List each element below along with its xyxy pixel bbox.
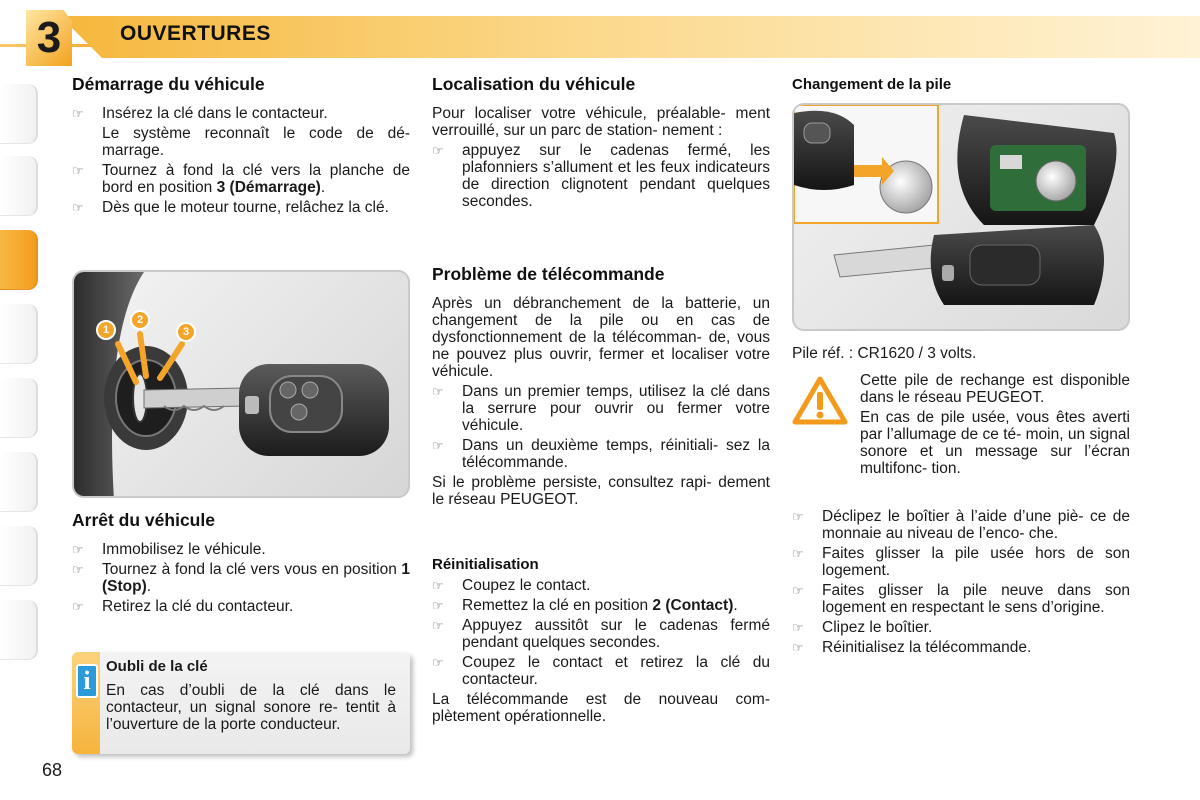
step-text: Remettez la clé en position — [462, 597, 653, 614]
battery-illustration — [794, 105, 1130, 331]
side-tab-active — [0, 230, 38, 290]
reset-outro: La télécommande est de nouveau com- plètement opérationnelle. — [432, 691, 770, 725]
stop-section — [72, 512, 410, 618]
hand-pointer-icon: ☞ — [432, 384, 444, 399]
list-item — [72, 541, 410, 558]
hand-pointer-icon: ☞ — [72, 542, 84, 557]
list-item — [432, 437, 770, 471]
heading-problem: Problème de télécommande — [432, 264, 665, 284]
key-reminder-note — [72, 652, 410, 754]
list-item — [792, 508, 1130, 542]
list-item — [792, 545, 1130, 579]
position-label: 3 (Démarrage) — [216, 179, 321, 196]
battery-change-photo — [792, 103, 1130, 331]
side-tab-8 — [0, 600, 38, 660]
hand-pointer-icon: ☞ — [72, 562, 84, 577]
locate-intro: Pour localiser votre véhicule, préalable- ment verrouillé, sur un parc de station- nement : — [432, 105, 770, 139]
step-text: Tournez à fond la clé vers vous en position — [102, 561, 402, 578]
note-title: Oubli de la clé — [106, 658, 208, 675]
step-text: Insérez la clé dans le contacteur. — [102, 105, 328, 122]
position-label: 2 (Contact) — [652, 597, 734, 614]
step-text: Retirez la clé du contacteur. — [102, 598, 294, 615]
ignition-key-photo — [72, 270, 410, 498]
list-item — [432, 142, 770, 210]
warning-paragraph-1: Cette pile de rechange est disponible dans le réseau PEUGEOT. — [860, 372, 1130, 406]
hand-pointer-icon: ☞ — [792, 620, 804, 635]
list-item — [792, 619, 1130, 636]
step-text: Immobilisez le véhicule. — [102, 541, 266, 558]
problem-steps — [432, 383, 770, 471]
heading-locate: Localisation du véhicule — [432, 74, 636, 94]
list-item — [432, 383, 770, 434]
punctuation: . — [146, 578, 152, 595]
step-text: Faites glisser la pile usée hors de son logement. — [822, 545, 1130, 579]
callout-3: 3 — [182, 326, 190, 338]
locate-steps — [432, 142, 770, 210]
step-text: Appuyez aussitôt sur le cadenas fermé pendant quelques secondes. — [462, 617, 770, 651]
step-text: Réinitialisez la télécommande. — [822, 639, 1032, 656]
problem-intro: Après un débranchement de la batterie, un changement de la pile ou en cas de dysfonctionnement de la télécomman- de, vous ne pouvez plus ouvrir, fermer et localiser votre véhicule. — [432, 295, 770, 380]
warning-paragraph-2: En cas de pile usée, vous êtes averti par l’allumage de ce té- moin, un signal sonore et un message sur l’écran multifonc- tion. — [860, 409, 1130, 477]
hand-pointer-icon: ☞ — [432, 143, 444, 158]
heading-battery: Changement de la pile — [792, 76, 952, 93]
side-chapter-tabs — [0, 84, 40, 714]
list-item — [72, 105, 410, 122]
side-tab-2 — [0, 156, 38, 216]
start-note: Le système reconnaît le code de dé- marrage. — [102, 125, 410, 159]
note-text: En cas d’oubli de la clé dans le contacteur, un signal sonore re- tentit à l’ouverture de la porte conducteur. — [106, 682, 396, 733]
list-item — [432, 617, 770, 651]
list-item — [432, 597, 770, 614]
info-icon: i — [76, 664, 98, 698]
side-tab-6 — [0, 452, 38, 512]
hand-pointer-icon: ☞ — [792, 509, 804, 524]
start-steps-2 — [72, 162, 410, 216]
heading-stop: Arrêt du véhicule — [72, 510, 215, 530]
hand-pointer-icon: ☞ — [432, 578, 444, 593]
side-tab-4 — [0, 304, 38, 364]
punctuation: . — [733, 597, 738, 614]
step-text: Dans un premier temps, utilisez la clé dans la serrure pour ouvrir ou fermer votre véhicule. — [462, 383, 770, 434]
heading-start: Démarrage du véhicule — [72, 74, 265, 94]
step-text: appuyez sur le cadenas fermé, les plafonniers s’allument et les feux indicateurs de direction clignotent pendant quelques secondes. — [462, 142, 770, 210]
callout-1: 1 — [102, 324, 110, 336]
warning-text — [860, 372, 1130, 480]
battery-warning — [792, 372, 1130, 502]
step-text: Dans un deuxième temps, réinitiali- sez la télécommande. — [462, 437, 770, 471]
battery-reference: Pile réf. : CR1620 / 3 volts. — [792, 345, 977, 362]
chapter-title: OUVERTURES — [120, 22, 271, 45]
column-left — [72, 74, 410, 615]
side-tab-1 — [0, 84, 38, 144]
hand-pointer-icon: ☞ — [432, 438, 444, 453]
list-item — [72, 162, 410, 196]
hand-pointer-icon: ☞ — [72, 200, 84, 215]
reset-steps — [432, 577, 770, 688]
page-number: 68 — [42, 760, 63, 780]
ignition-illustration — [74, 272, 410, 498]
hand-pointer-icon: ☞ — [72, 599, 84, 614]
hand-pointer-icon: ☞ — [792, 546, 804, 561]
step-text: Clipez le boîtier. — [822, 619, 933, 636]
hand-pointer-icon: ☞ — [432, 598, 444, 613]
problem-outro: Si le problème persiste, consultez rapi- dement le réseau PEUGEOT. — [432, 474, 770, 508]
position-label: 1 (Stop) — [102, 561, 410, 595]
list-item — [72, 598, 410, 615]
step-text: Coupez le contact et retirez la clé du contacteur. — [462, 654, 770, 688]
column-middle — [432, 74, 770, 725]
hand-pointer-icon: ☞ — [432, 655, 444, 670]
list-item — [432, 577, 770, 594]
list-item — [432, 654, 770, 688]
hand-pointer-icon: ☞ — [792, 640, 804, 655]
step-text: Coupez le contact. — [462, 577, 591, 594]
side-tab-7 — [0, 526, 38, 586]
reset-section — [432, 556, 770, 728]
hand-pointer-icon: ☞ — [792, 583, 804, 598]
callout-2: 2 — [136, 314, 144, 326]
column-right — [792, 76, 1130, 659]
page-header — [0, 0, 1200, 68]
list-item — [792, 582, 1130, 616]
chapter-number: 3 — [36, 13, 62, 62]
step-text: Tournez à fond la clé vers la planche de bord en position — [102, 162, 410, 196]
step-text: Déclipez le boîtier à l’aide d’une piè- ce de monnaie au niveau de l’enco- che. — [822, 508, 1130, 542]
heading-reset: Réinitialisation — [432, 556, 539, 573]
step-text: Faites glisser la pile neuve dans son logement en respectant le sens d’origine. — [822, 582, 1130, 616]
step-text: Dès que le moteur tourne, relâchez la clé. — [102, 199, 389, 216]
hand-pointer-icon: ☞ — [72, 106, 84, 121]
stop-steps — [72, 541, 410, 615]
list-item — [72, 199, 410, 216]
start-steps — [72, 105, 410, 122]
list-item — [792, 639, 1130, 656]
side-tab-5 — [0, 378, 38, 438]
warning-icon — [792, 376, 848, 426]
hand-pointer-icon: ☞ — [432, 618, 444, 633]
punctuation: . — [320, 179, 326, 196]
battery-steps — [792, 508, 1130, 656]
list-item — [72, 561, 410, 595]
hand-pointer-icon: ☞ — [72, 163, 84, 178]
remote-problem-section — [432, 266, 770, 511]
